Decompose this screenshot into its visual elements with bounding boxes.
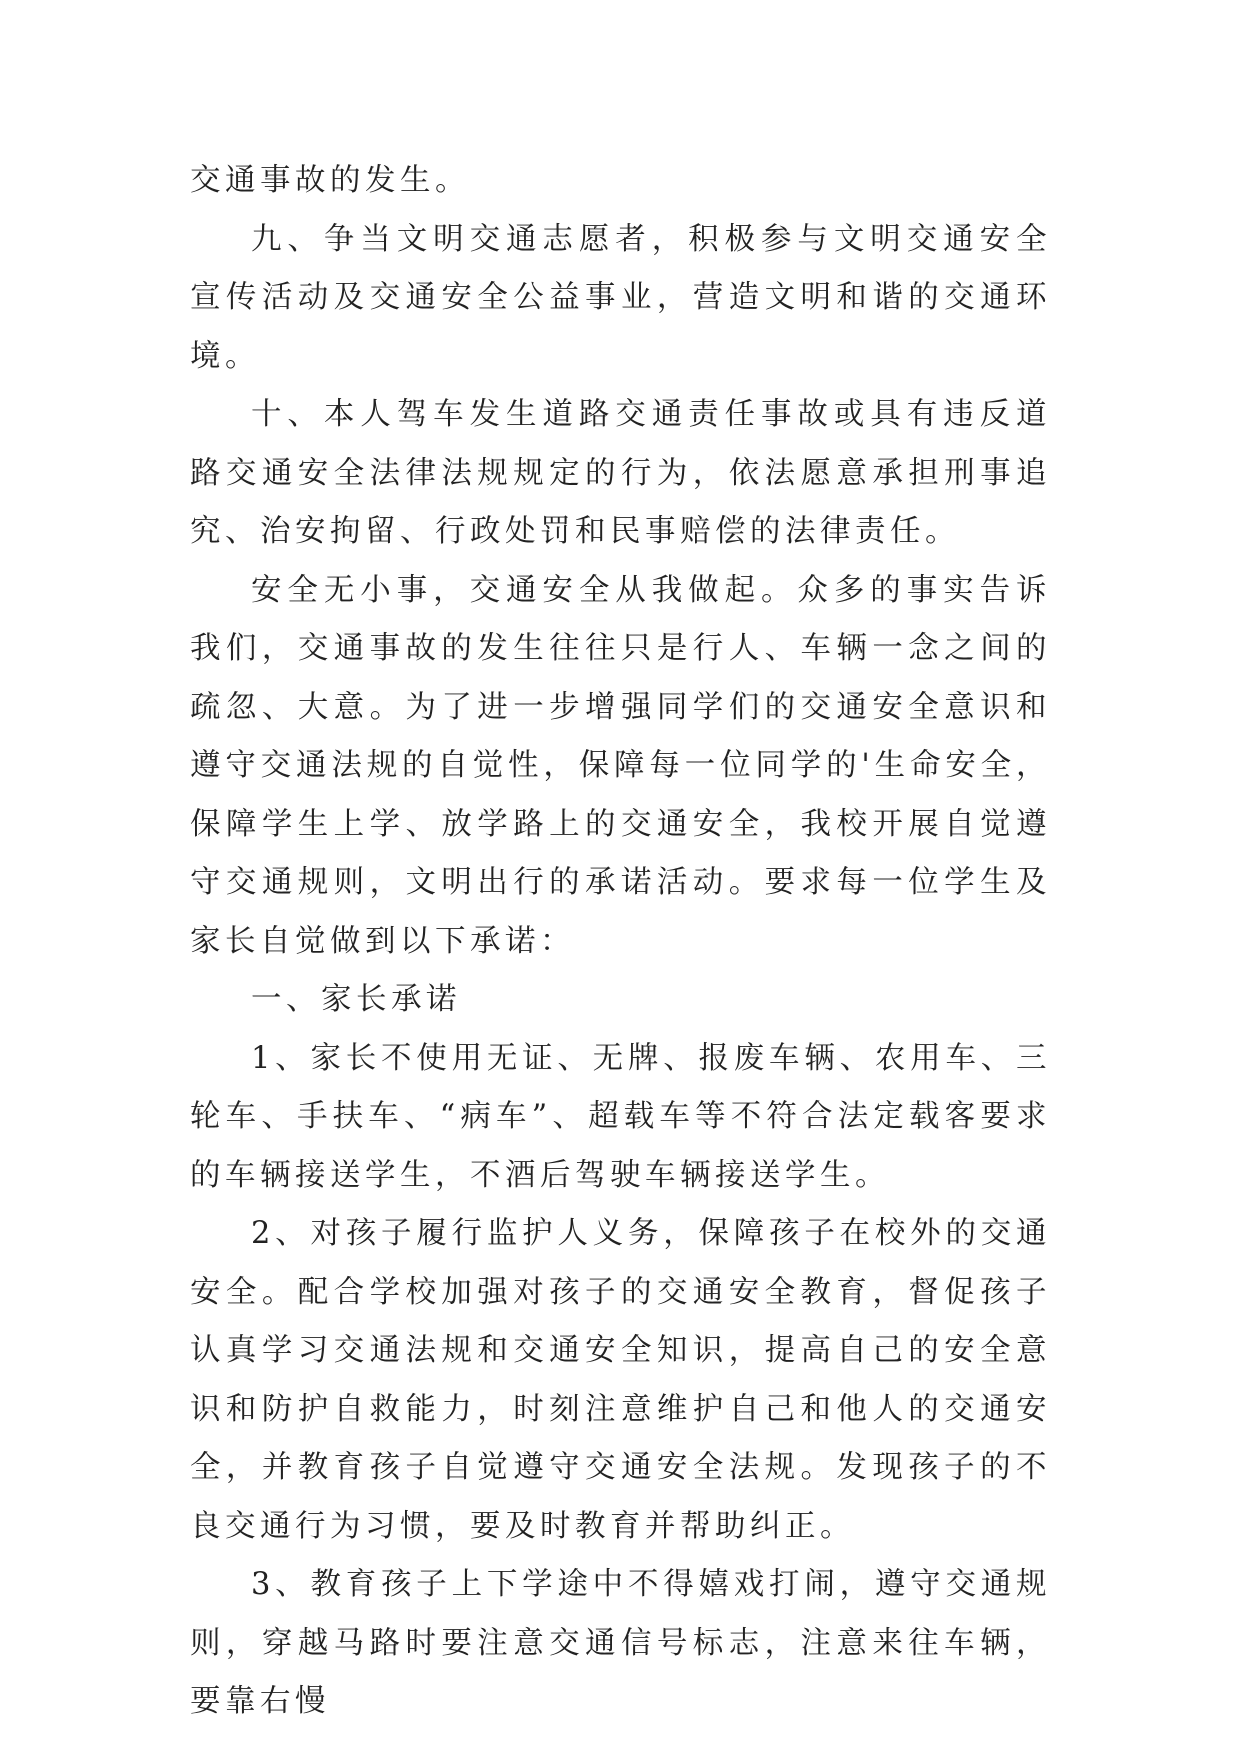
document-body (190, 152, 1051, 1732)
paragraph: 安全无小事，交通安全从我做起。众多的事实告诉我们，交通事故的发生往往只是行人、车辆一念之间的疏忽、大意。为了进一步增强同学们的交通安全意识和遵守交通法规的自觉性，保障每一位同学的'生命安全，保障学生上学、放学路上的交通安全，我校开展自觉遵守交通规则，文明出行的承诺活动。要求每一位学生及家长自觉做到以下承诺： (190, 572, 1051, 959)
paragraph: 交通事故的发生。 (190, 163, 470, 198)
paragraph: 九、争当文明交通志愿者，积极参与文明交通安全宣传活动及交通安全公益事业，营造文明和谐的交通环境。 (190, 221, 1051, 374)
paragraph: 2、对孩子履行监护人义务，保障孩子在校外的交通安全。配合学校加强对孩子的交通安全教育，督促孩子认真学习交通法规和交通安全知识，提高自己的安全意识和防护自救能力，时刻注意维护自己和他人的交通安全，并教育孩子自觉遵守交通安全法规。发现孩子的不良交通行为习惯，要及时教育并帮助纠正。 (190, 1216, 1051, 1544)
section-heading: 一、家长承诺 (251, 982, 461, 1017)
paragraph: 3、教育孩子上下学途中不得嬉戏打闹，遵守交通规则，穿越马路时要注意交通信号标志，注意来往车辆，要靠右慢 (190, 1567, 1051, 1719)
paragraph: 1、家长不使用无证、无牌、报废车辆、农用车、三轮车、手扶车、“病车”、超载车等不符合法定载客要求的车辆接送学生，不酒后驾驶车辆接送学生。 (190, 1040, 1051, 1193)
paragraph: 十、本人驾车发生道路交通责任事故或具有违反道路交通安全法律法规规定的行为，依法愿意承担刑事追究、治安拘留、行政处罚和民事赔偿的法律责任。 (190, 397, 1051, 549)
